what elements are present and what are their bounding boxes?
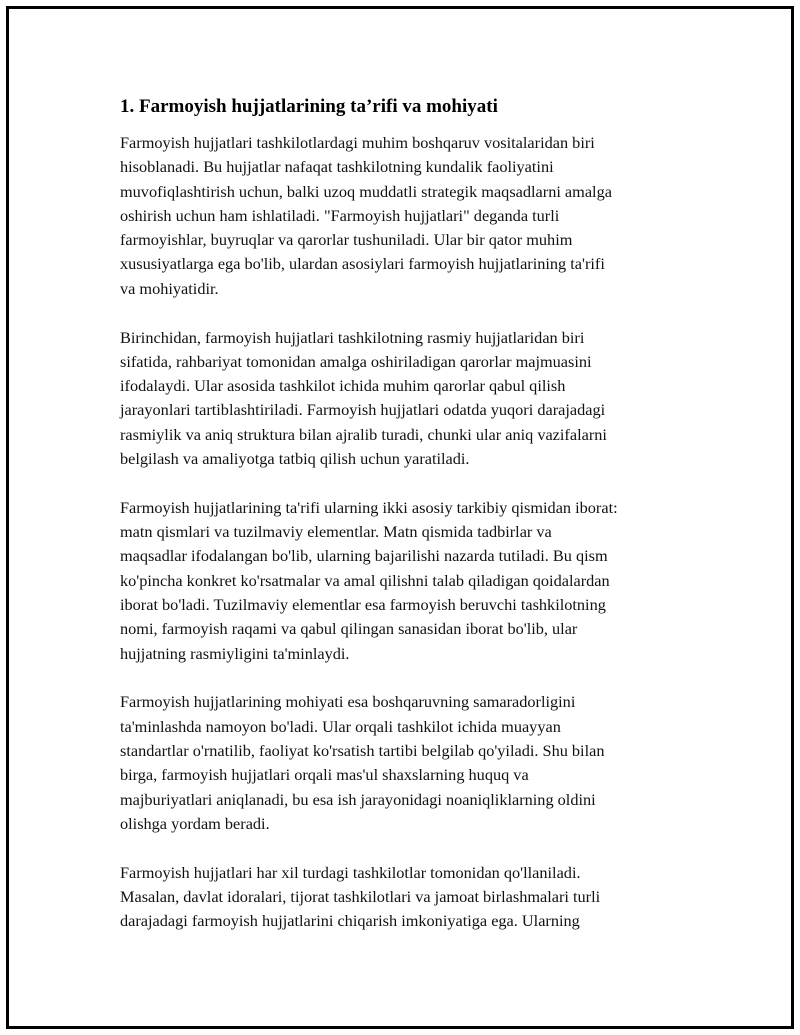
paragraph-2: Birinchidan, farmoyish hujjatlari tashkilotning rasmiy hujjatlaridan biri sifatida, rahbariyat tomonidan amalga oshiriladigan qarorlar majmuasini ifodalaydi. Ular asosida tashkilot ichida muhim qarorlar qabul qilish jarayonlari tartiblashtiriladi. Farmoyish hujjatlari odatda yuqori darajadagi rasmiylik va aniq struktura bilan ajralib turadi, chunki ular aniq vazifalarni belgilash va amaliyotga tatbiq qilish uchun yaratiladi.: [120, 327, 607, 469]
paragraph-4: Farmoyish hujjatlarining mohiyati esa boshqaruvning samaradorligini ta'minlashda namoyon bo'ladi. Ular orqali tashkilot ichida muayyan standartlar o'rnatilib, faoliyat ko'rsatish tartibi belgilab qo'yiladi. Shu bilan birga, farmoyish hujjatlari orqali mas'ul shaxslarning huquq va majburiyatlari aniqlanadi, bu esa ish jarayonidagi noaniqliklarning oldini olishga yordam beradi.: [120, 692, 605, 833]
paragraph-1: Farmoyish hujjatlari tashkilotlardagi muhim boshqaruv vositalaridan biri hisoblanadi. Bu hujjatlar nafaqat tashkilotning kundalik faoliyatini muvofiqlashtirish uchun, balki uzoq muddatli strategik maqsadlarni amalga oshirish uchun ham ishlatiladi. "Farmoyish hujjatlari" deganda turli farmoyishlar, buyruqlar va qarorlar tushuniladi. Ular bir qator muhim xususiyatlarga ega bo'lib, ulardan asosiylari farmoyish hujjatlarining ta'rifi va mohiyatidir.: [120, 133, 612, 298]
section-heading: 1. Farmoyish hujjatlarining ta’rifi va mohiyati: [120, 96, 498, 117]
paragraph-3: Farmoyish hujjatlarining ta'rifi ularning ikki asosiy tarkibiy qismidan iborat: matn qismlari va tuzilmaviy elementlar. Matn qismida tadbirlar va maqsadlar ifodalangan bo'lib, ularning bajarilishi nazarda tutiladi. Bu qism ko'pincha konkret ko'rsatmalar va amal qilishni talab qiladigan qoidalardan iborat bo'ladi. Tuzilmaviy elementlar esa farmoyish beruvchi tashkilotning nomi, farmoyish raqami va qabul qilingan sanasidan iborat bo'lib, ular hujjatning rasmiyligini ta'minlaydi.: [120, 497, 618, 663]
paragraph-5: Farmoyish hujjatlari har xil turdagi tashkilotlar tomonidan qo'llaniladi. Masalan, davlat idoralari, tijorat tashkilotlari va jamoat birlashmalari turli darajadagi farmoyish hujjatlarini chiqarish imkoniyatiga ega. Ularning: [120, 862, 601, 931]
document-body: [120, 95, 692, 958]
document-page: [6, 6, 794, 1029]
